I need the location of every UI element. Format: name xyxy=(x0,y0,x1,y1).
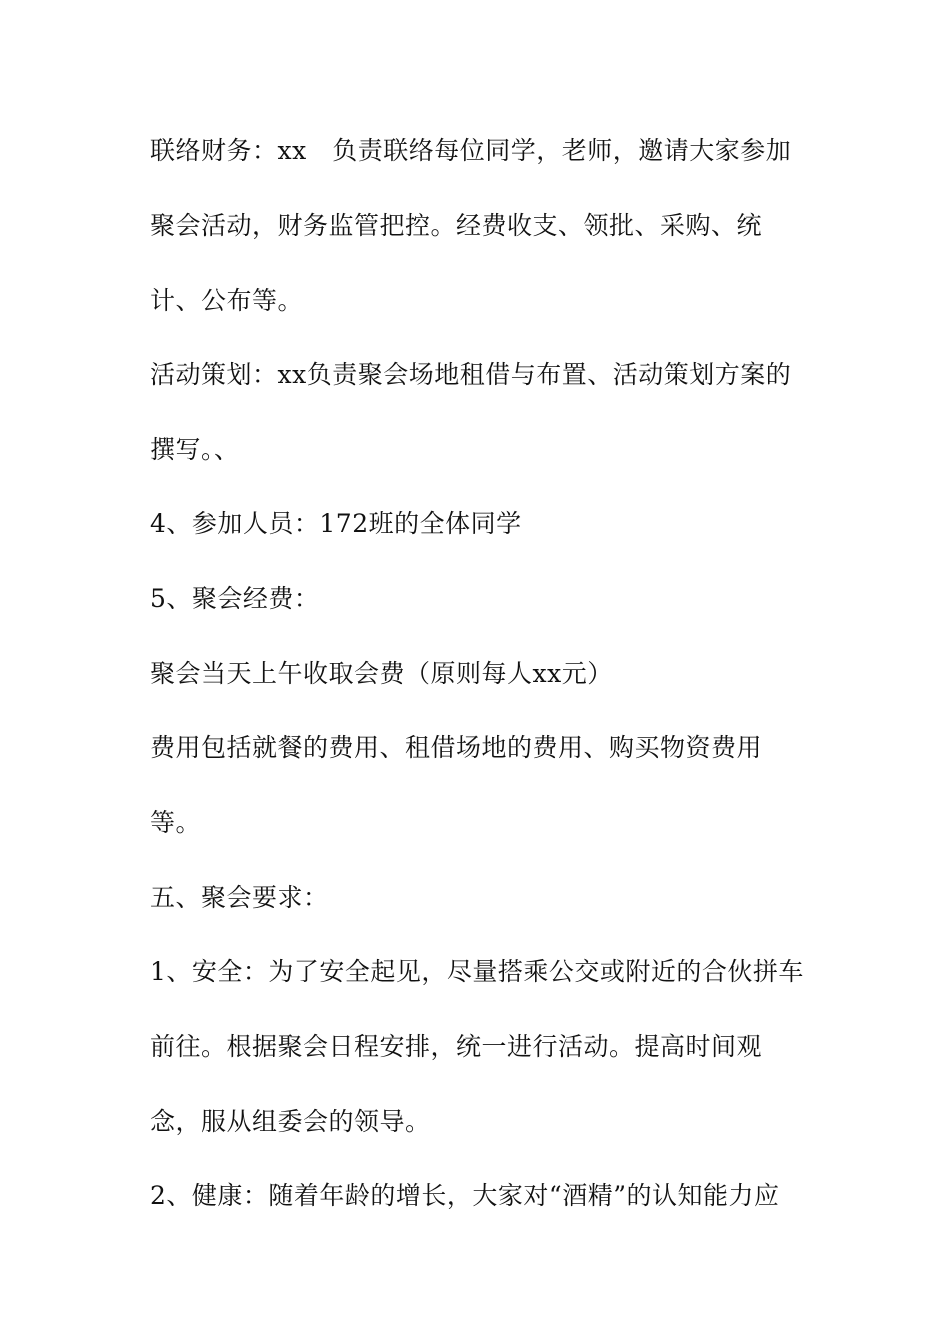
line-health: 2、健康：随着年龄的增长，大家对“酒精”的认知能力应 xyxy=(150,1181,780,1210)
line-fee-includes: 费用包括就餐的费用、租借场地的费用、购买物资费用 xyxy=(150,733,763,762)
line-funds-heading: 5、聚会经费： xyxy=(150,584,320,613)
line-contact-finance: 联络财务：xx 负责联络每位同学，老师，邀请大家参加 xyxy=(150,136,792,165)
line-safety: 1、安全：为了安全起见，尽量搭乘公交或附近的合伙拼车 xyxy=(150,957,804,986)
line-safety-end: 念，服从组委会的领导。 xyxy=(150,1107,431,1136)
line-contact-finance-end: 计、公布等。 xyxy=(150,286,304,315)
line-activity-planning: 活动策划：xx负责聚会场地租借与布置、活动策划方案的 xyxy=(150,360,792,389)
line-fee-includes-end: 等。 xyxy=(150,808,202,837)
line-participants: 4、参加人员：172班的全体同学 xyxy=(150,509,522,538)
section-heading-requirements: 五、聚会要求： xyxy=(150,883,329,912)
line-contact-finance-cont: 聚会活动，财务监管把控。经费收支、领批、采购、统 xyxy=(150,211,763,240)
line-safety-cont: 前往。根据聚会日程安排，统一进行活动。提高时间观 xyxy=(150,1032,763,1061)
line-activity-planning-end: 撰写。、 xyxy=(150,435,240,464)
line-fee-collection: 聚会当天上午收取会费（原则每人xx元） xyxy=(150,659,613,688)
